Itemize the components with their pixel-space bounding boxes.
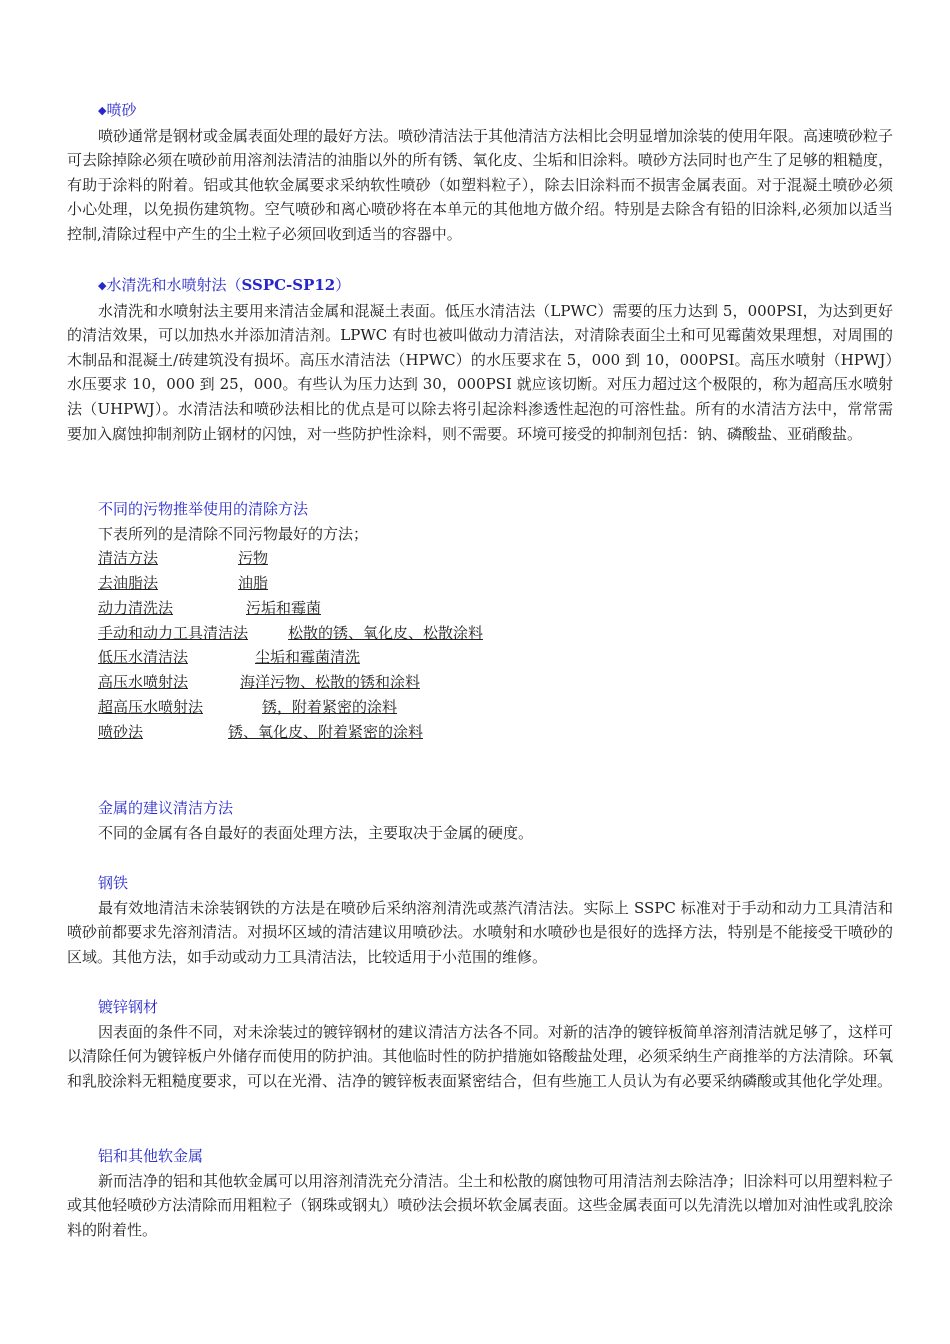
paragraph: 喷砂通常是钢材或金属表面处理的最好方法。喷砂清洁法于其他清洁方法相比会明显增加涂装的使用年限。高速喷砂粒子可去除掉除必须在喷砂前用溶剂法清洁的油脂以外的所有锈、氧化皮、尘垢和旧涂料。喷砂方法同时也产生了足够的粗糙度，有助于涂料的附着。铝或其他软金属要求采纳软性喷砂（如塑料粒子），除去旧涂料而不损害金属表面。对于混凝土喷砂必须小心处理，以免损伤建筑物。空气喷砂和离心喷砂将在本单元的其他地方做介绍。特别是去除含有铅的旧涂料,必须加以适当控制,清除过程中产生的尘土粒子必须回收到适当的容器中。 <box>67 126 894 243</box>
method-cell: 超高压水喷射法 <box>98 697 204 716</box>
section-heading: 不同的污物推举使用的清除方法 <box>98 500 309 518</box>
table-row <box>98 571 893 596</box>
section-heading <box>67 98 893 124</box>
target-cell: 油脂 <box>238 573 269 592</box>
section-sandblasting <box>67 98 893 247</box>
diamond-bullet-icon: ◆ <box>98 104 107 117</box>
section-water-cleaning <box>67 273 893 446</box>
paragraph: 新而洁净的铝和其他软金属可以用溶剂清洗充分清洁。尘土和松散的腐蚀物可用清洁剂去除洁净；旧涂料可以用塑料粒子或其他轻喷砂方法清除而用粗粒子（钢珠或钢丸）喷砂法会损坏软金属表面。这些金属表面可以先清洗以增加对油性或乳胶涂料的附着性。 <box>67 1171 894 1239</box>
target-cell: 锈、氧化皮、附着紧密的涂料 <box>228 722 424 741</box>
method-cell: 低压水清洁法 <box>98 648 189 667</box>
paragraph: 水清洗和水喷射法主要用来清洁金属和混凝土表面。低压水清洁法（LPWC）需要的压力达到 5，000PSI，为达到更好的清洁效果，可以加热水并添加清洁剂。LPWC 有时也被叫做动力清洁法，对清除表面尘土和可见霉菌效果理想，对周围的木制品和混凝土/砖建筑没有损坏。高压水清洁法（HPWC）的水压要求在 5，000 到 10，000PSI。高压水喷射（HPWJ）水压要求 10，000 到 25，000。有些认为压力达到 30，000PSI 就应该切断。对压力超过这个极限的，称为超高压水喷射法（UHPWJ）。水清洁法和喷砂法相比的优点是可以除去将引起涂料渗透性起泡的可溶性盐。所有的水清洁方法中，常常需要加入腐蚀抑制剂防止钢材的闪蚀，对一些防护性涂料，则不需要。环境可接受的抑制剂包括：钠、磷酸盐、亚硝酸盐。 <box>67 301 893 443</box>
table-row <box>98 695 893 720</box>
section-steel <box>67 871 893 969</box>
heading-tail: ） <box>335 276 351 294</box>
target-cell: 污物 <box>238 549 269 568</box>
table-row <box>98 645 893 670</box>
heading-code: SSPC-SP12 <box>241 276 336 294</box>
table-row <box>98 670 893 695</box>
section-heading: 金属的建议清洁方法 <box>98 799 234 817</box>
table-row <box>98 720 893 745</box>
section-heading: 镀锌钢材 <box>98 998 159 1016</box>
target-cell: 松散的锈、氧化皮、松散涂料 <box>288 623 484 642</box>
method-cell: 去油脂法 <box>98 573 159 592</box>
table-row <box>98 596 893 621</box>
section-heading: 钢铁 <box>98 874 129 892</box>
section-heading <box>67 273 893 299</box>
paragraph: 不同的金属有各自最好的表面处理方法，主要取决于金属的硬度。 <box>98 823 534 842</box>
method-cell: 喷砂法 <box>98 722 144 741</box>
paragraph: 因表面的条件不同，对未涂装过的镀锌钢材的建议清洁方法各不同。对新的洁净的镀锌板简单溶剂清洁就足够了，这样可以清除任何为镀锌板户外储存而使用的防护油。其他临时性的防护措施如铬酸盐处理，必须采纳生产商推举的方法清除。环氧和乳胶涂料无粗糙度要求，可以在光滑、洁净的镀锌板表面紧密结合，但有些施工人员认为有必要采纳磷酸或其他化学处理。 <box>67 1022 894 1090</box>
paragraph: 最有效地清洁未涂装钢铁的方法是在喷砂后采纳溶剂清洗或蒸汽清洁法。实际上 SSPC 标准对于手动和动力工具清洁和喷砂前都要求先溶剂清洁。对损坏区域的清洁建议用喷砂法。水喷射和水喷砂也是很好的选择方法，特别是不能接受干喷砂的区域。其他方法，如手动或动力工具清洁法，比较适用于小范围的维修。 <box>67 898 893 966</box>
section-metal-cleaning <box>67 796 893 845</box>
heading-text: 喷砂 <box>106 101 137 119</box>
table-row <box>98 546 893 571</box>
section-aluminum <box>67 1144 893 1242</box>
table-intro: 下表所列的是清除不同污物最好的方法； <box>98 524 369 543</box>
target-cell: 污垢和霉菌 <box>246 598 322 617</box>
target-cell: 锈，附着紧密的涂料 <box>262 697 398 716</box>
section-galvanized-steel <box>67 995 893 1093</box>
methods-table <box>67 546 893 744</box>
section-contaminant-methods <box>67 497 893 745</box>
diamond-bullet-icon: ◆ <box>98 279 107 292</box>
method-cell: 清洁方法 <box>98 549 159 568</box>
heading-text: 水清洗和水喷射法（ <box>106 276 242 294</box>
table-row <box>98 621 893 646</box>
target-cell: 尘垢和霉菌清洗 <box>255 648 361 667</box>
method-cell: 手动和动力工具清洁法 <box>98 623 249 642</box>
method-cell: 动力清洗法 <box>98 598 174 617</box>
section-heading: 铝和其他软金属 <box>98 1147 204 1165</box>
target-cell: 海洋污物、松散的锈和涂料 <box>240 673 421 692</box>
method-cell: 高压水喷射法 <box>98 673 189 692</box>
